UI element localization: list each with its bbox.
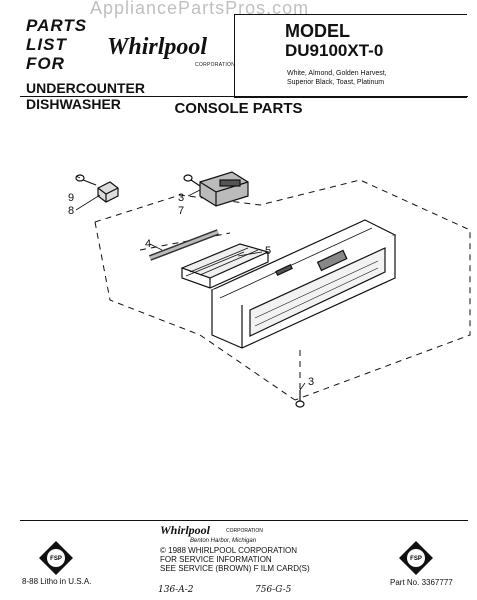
fsp-badge-right	[398, 540, 434, 576]
handwritten-note: 136-A-2	[158, 585, 194, 595]
parts-list-line: FOR	[26, 54, 65, 73]
callout-label: 8	[68, 205, 75, 217]
footer-copyright	[160, 546, 320, 573]
footer-brand: Whirlpool	[160, 523, 211, 537]
callout-label: 4	[145, 238, 152, 250]
callout-label: 9	[68, 192, 75, 204]
callout-label: 7	[178, 205, 185, 217]
callout-label: 5	[265, 245, 272, 257]
footer-brand-corporation: CORPORATION	[226, 528, 263, 534]
switch-part-7	[200, 172, 248, 206]
screw-part-3-top	[184, 175, 200, 186]
brand-logo: Whirlpool	[107, 34, 208, 60]
rod-part-4	[150, 232, 218, 258]
model-number: DU9100XT-0	[285, 41, 384, 60]
screw-part-9	[76, 175, 96, 185]
copyright-line: © 1988 WHIRLPOOL CORPORATION	[160, 546, 298, 555]
callout-label: 3	[178, 192, 185, 204]
footer-city: Benton Harbor, Michigan	[190, 538, 257, 544]
color-line: Superior Black, Toast, Platinum	[287, 79, 385, 86]
section-title: CONSOLE PARTS	[174, 100, 303, 117]
fsp-text: FSP	[50, 556, 62, 562]
copyright-line: FOR SERVICE INFORMATION	[160, 555, 272, 564]
part-number: Part No. 3367777	[390, 578, 453, 587]
watermark: AppliancePartsPros.com	[90, 0, 310, 18]
model-label: MODEL	[285, 21, 350, 41]
screw-part-3-bottom	[296, 390, 304, 407]
litho-date: 8-88 Litho in U.S.A.	[22, 577, 92, 586]
handwritten-note: 756-G-5	[255, 585, 292, 595]
copyright-line: SEE SERVICE (BROWN) F ILM CARD(S)	[160, 564, 310, 573]
color-line: White, Almond, Golden Harvest,	[287, 70, 387, 77]
footer-divider	[20, 520, 468, 521]
fsp-badge-left	[38, 540, 74, 576]
bracket-part-8	[98, 182, 118, 202]
brand-corporation: CORPORATION	[195, 62, 236, 68]
product-subtitle: UNDERCOUNTER DISHWASHER	[26, 80, 145, 112]
parts-list-line: LIST	[26, 35, 67, 54]
callout-label: 3	[308, 376, 315, 388]
parts-list-line: PARTS	[26, 16, 88, 35]
fsp-text: FSP	[410, 556, 422, 562]
console-panel	[212, 220, 395, 348]
